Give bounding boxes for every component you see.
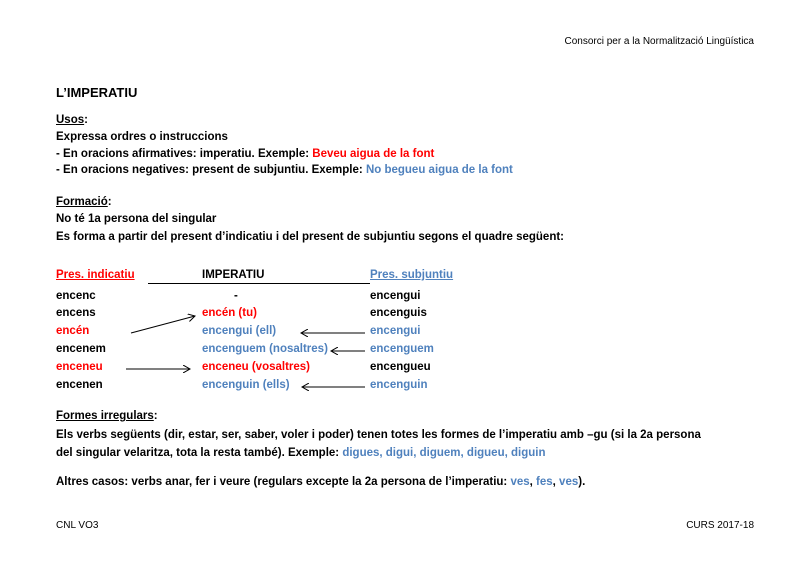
table-header-imperatiu: IMPERATIU xyxy=(202,269,265,281)
affirmative-example: Beveu aigua de la font xyxy=(312,148,435,160)
organization-header: Consorci per a la Normalització Lingüística xyxy=(564,36,754,47)
cell-subjuntiu-1: encenguis xyxy=(370,307,427,319)
formacio-line-1: No té 1a persona del singular xyxy=(56,213,217,225)
cell-indicatiu-3: encenem xyxy=(56,343,106,355)
cell-indicatiu-5: encenen xyxy=(56,379,103,391)
footer-right: CURS 2017-18 xyxy=(686,520,754,531)
usos-heading-label: Usos xyxy=(56,114,85,126)
formacio-line-2: Es forma a partir del present d’indicatiu i del present de subjuntiu segons el quadre següent: xyxy=(56,231,565,243)
formacio-heading: Formació: xyxy=(56,196,112,208)
cell-imperatiu-0: - xyxy=(234,290,238,302)
usos-line-2: - En oracions afirmatives: imperatiu. Exemple: Beveu aigua de la font xyxy=(56,148,435,160)
altres-casos-line: Altres casos: verbs anar, fer i veure (regulars excepte la 2a persona de l’imperatiu: ves, fes, ves). xyxy=(56,476,586,488)
table-header-indicatiu: Pres. indicatiu xyxy=(56,269,135,281)
cell-imperatiu-3: encenguem (nosaltres) xyxy=(202,343,328,355)
cell-imperatiu-5: encenguin (ells) xyxy=(202,379,290,391)
irregulars-line-2: del singular velaritza, tota la resta també). Exemple: digues, digui, diguem, digueu, diguin xyxy=(56,447,546,459)
page-title: L’IMPERATIU xyxy=(56,85,138,100)
cell-imperatiu-1: encén (tu) xyxy=(202,307,257,319)
usos-heading: Usos: xyxy=(56,114,88,126)
cell-subjuntiu-3: encenguem xyxy=(370,343,434,355)
table-header-subjuntiu: Pres. subjuntiu xyxy=(370,269,454,281)
cell-subjuntiu-0: encengui xyxy=(370,290,421,302)
cell-subjuntiu-5: encenguin xyxy=(370,379,428,391)
cell-indicatiu-4: enceneu xyxy=(56,361,103,373)
usos-line-1: Expressa ordres o instruccions xyxy=(56,131,228,143)
cell-indicatiu-0: encenc xyxy=(56,290,96,302)
cell-indicatiu-2: encén xyxy=(56,325,90,337)
cell-imperatiu-2: encengui (ell) xyxy=(202,325,277,337)
cell-imperatiu-4: enceneu (vosaltres) xyxy=(202,361,311,373)
negative-example: No begueu aigua de la font xyxy=(365,164,513,176)
cell-subjuntiu-4: encengueu xyxy=(370,361,431,373)
cell-indicatiu-1: encens xyxy=(56,307,96,319)
arrow-encen-to-tu xyxy=(131,316,195,333)
irregulars-line-1: Els verbs següents (dir, estar, ser, saber, voler i poder) tenen totes les formes de l’imperatiu amb –gu (si la 2a persona xyxy=(56,429,701,441)
usos-line-3: - En oracions negatives: present de subjuntiu. Exemple: No begueu aigua de la font xyxy=(56,164,513,176)
footer-left: CNL VO3 xyxy=(56,520,99,531)
irregular-examples: digues, digui, diguem, digueu, diguin xyxy=(342,447,546,459)
cell-subjuntiu-2: encengui xyxy=(370,325,421,337)
irregulars-heading: Formes irregulars: xyxy=(56,410,158,422)
